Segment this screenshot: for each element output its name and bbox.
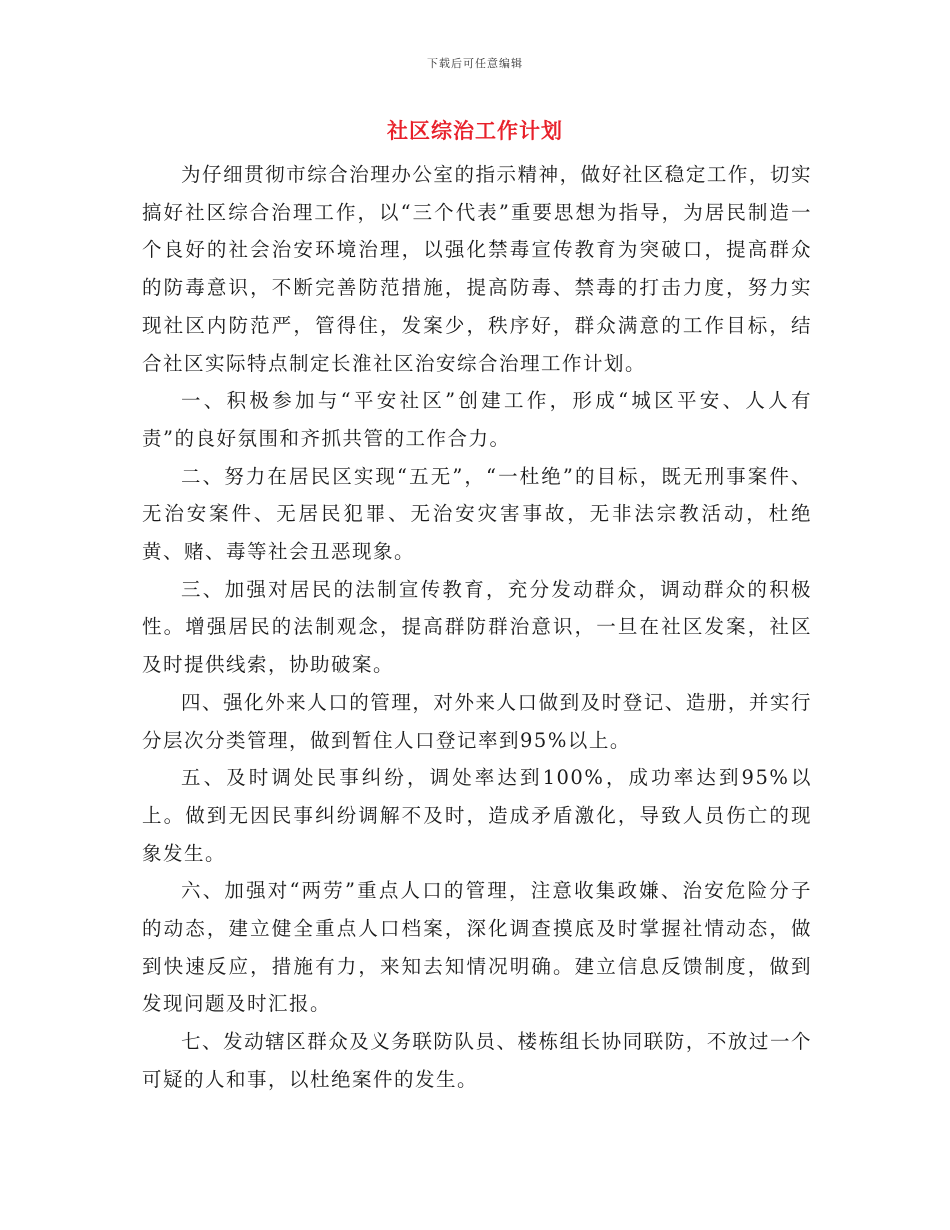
paragraph-intro: 为仔细贯彻市综合治理办公室的指示精神，做好社区稳定工作，切实搞好社区综合治理工作，以“三个代表”重要思想为指导，为居民制造一个良好的社会治安环境治理，以强化禁毒宣传教育为突破口，提高群众的防毒意识，不断完善防范措施，提高防毒、禁毒的打击力度，努力实现社区内防范严，管得住，发案少，秩序好，群众满意的工作目标，结合社区实际特点制定长淮社区治安综合治理工作计划。 — [142, 163, 812, 375]
paragraph-item-6: 六、加强对“两劳”重点人口的管理，注意收集政嫌、治安危险分子的动态，建立健全重点人口档案，深化调查摸底及时掌握社情动态，做到快速反应，措施有力，来知去知情况明确。建立信息反馈制度，做到发现问题及时汇报。 — [142, 879, 812, 1016]
document-title: 社区综治工作计划 — [387, 118, 563, 143]
paragraph-item-4: 四、强化外来人口的管理，对外来人口做到及时登记、造册，并实行分层次分类管理，做到暂住人口登记率到95%以上。 — [142, 690, 812, 752]
page-header-note: 下载后可任意编辑 — [427, 57, 523, 70]
paragraph-item-1: 一、积极参加与“平安社区”创建工作，形成“城区平安、人人有责”的良好氛围和齐抓共管的工作合力。 — [142, 389, 812, 450]
paragraph-item-3: 三、加强对居民的法制宣传教育，充分发动群众，调动群众的积极性。增强居民的法制观念，提高群防群治意识，一旦在社区发案，社区及时提供线索，协助破案。 — [142, 577, 812, 677]
paragraph-item-5: 五、及时调处民事纠纷，调处率达到100%，成功率达到95%以上。做到无因民事纠纷调解不及时，造成矛盾激化，导致人员伤亡的现象发生。 — [142, 766, 812, 865]
paragraph-item-2: 二、努力在居民区实现“五无”，“一杜绝”的目标，既无刑事案件、无治安案件、无居民犯罪、无治安灾害事故，无非法宗教活动，杜绝黄、赌、毒等社会丑恶现象。 — [142, 464, 812, 564]
paragraph-item-7: 七、发动辖区群众及义务联防队员、楼栋组长协同联防，不放过一个可疑的人和事，以杜绝案件的发生。 — [142, 1030, 812, 1091]
document-body — [142, 156, 812, 1099]
